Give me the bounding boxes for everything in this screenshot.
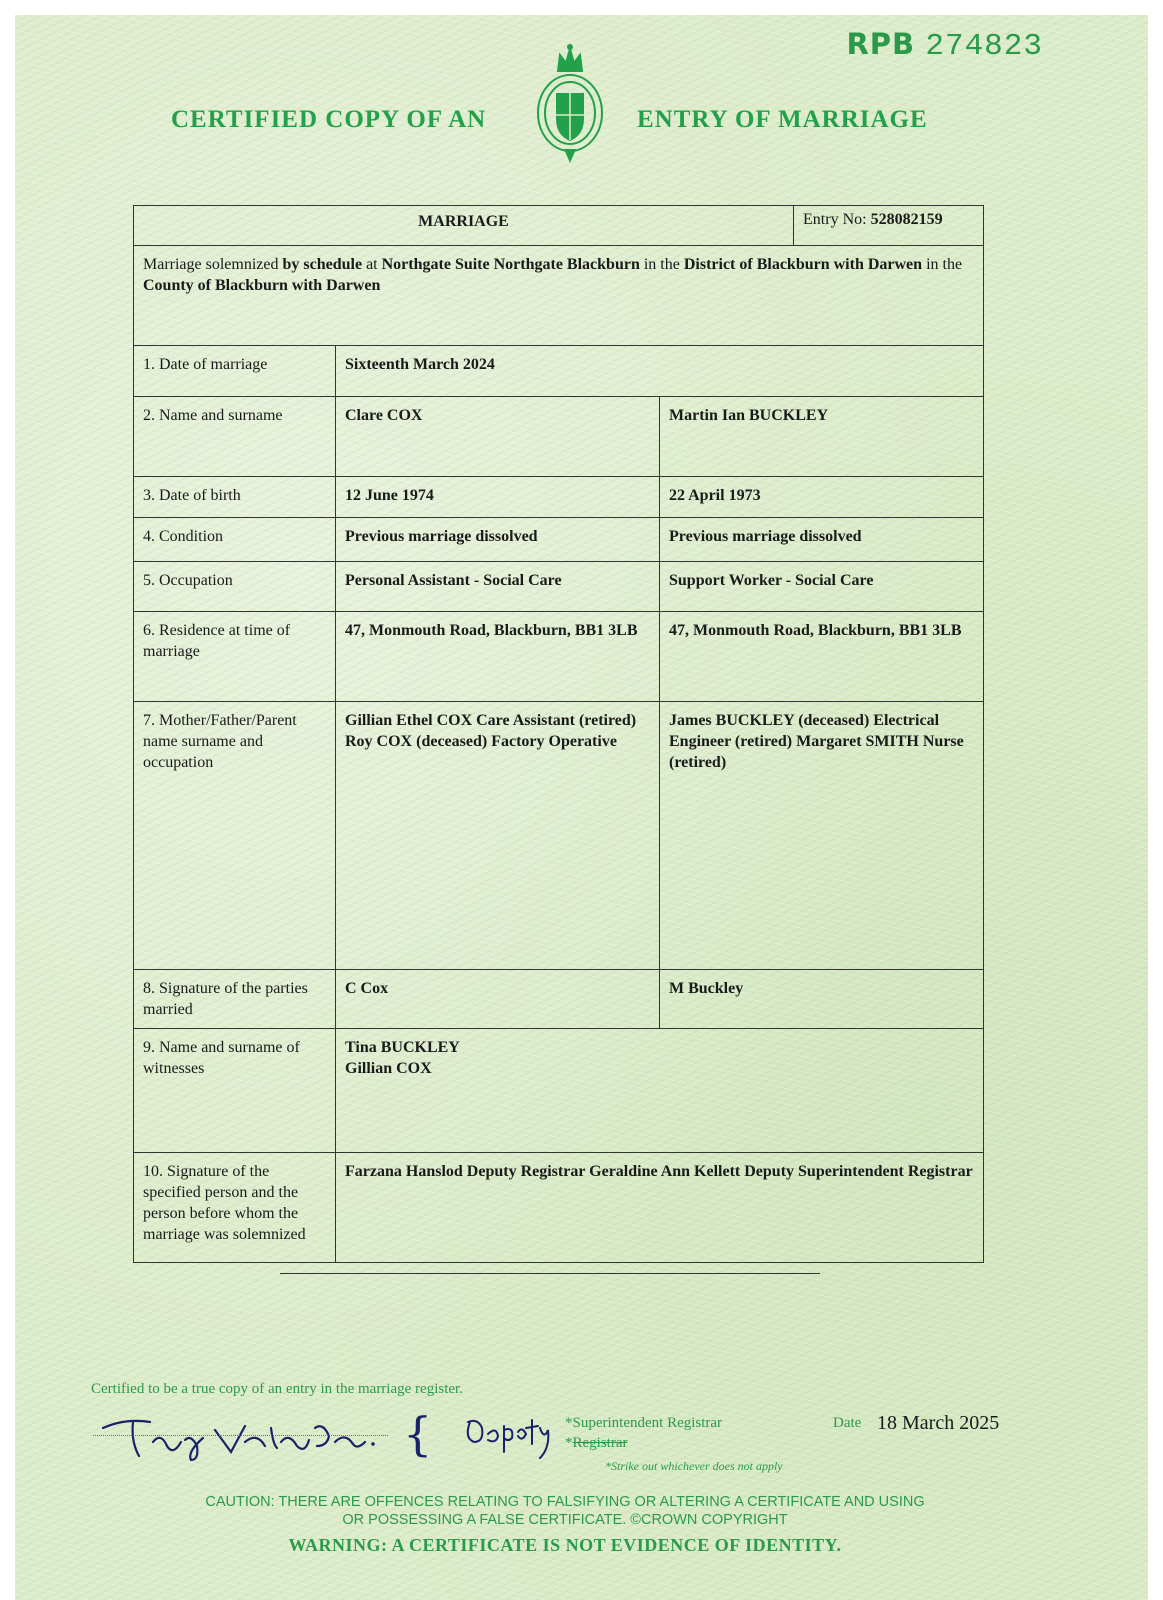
party2-residence: 47, Monmouth Road, Blackburn, BB1 3LB xyxy=(660,612,984,702)
date-label: Date xyxy=(833,1415,862,1431)
role-registrar-struck: Registrar xyxy=(572,1435,628,1451)
label-signatures: 8. Signature of the parties married xyxy=(134,970,336,1029)
party1-name: Clare COX xyxy=(336,397,660,477)
entry-number-cell xyxy=(794,206,984,246)
row-parents xyxy=(134,702,984,970)
signature-dotted-line xyxy=(93,1435,388,1436)
label-condition: 4. Condition xyxy=(134,518,336,562)
entry-number: 528082159 xyxy=(870,211,943,228)
row-name xyxy=(134,397,984,477)
row-signatures xyxy=(134,970,984,1029)
row-residence xyxy=(134,612,984,702)
register-title: MARRIAGE xyxy=(134,206,794,246)
witnesses-cell xyxy=(336,1029,984,1153)
date-value: 18 March 2025 xyxy=(877,1412,1000,1434)
label-parents: 7. Mother/Father/Parent name surname and occupation xyxy=(134,702,336,970)
label-name: 2. Name and surname xyxy=(134,397,336,477)
role-registrar-asterisk: * xyxy=(565,1435,573,1451)
warning-notice: WARNING: A CERTIFICATE IS NOT EVIDENCE OF IDENTITY. xyxy=(288,1535,842,1555)
royal-crest-icon xyxy=(530,41,610,167)
title-row xyxy=(134,206,984,246)
party2-occupation: Support Worker - Social Care xyxy=(660,562,984,612)
serial-digits: 274823 xyxy=(925,29,1043,64)
marriage-register-table xyxy=(133,205,984,1263)
divider-line xyxy=(280,1273,820,1274)
marriage-description: Marriage solemnized by schedule at Northgate Suite Northgate Blackburn in the District of Blackburn with Darwen in the County of Blackburn with Darwen xyxy=(134,246,984,346)
label-occupation: 5. Occupation xyxy=(134,562,336,612)
role-superintendent: *Superintendent Registrar xyxy=(565,1415,723,1431)
witness-1: Tina BUCKLEY xyxy=(345,1039,460,1056)
serial-prefix: RPB xyxy=(846,27,916,61)
label-witnesses: 9. Name and surname of witnesses xyxy=(134,1029,336,1153)
caution-line-2: OR POSSESSING A FALSE CERTIFICATE. ©CROWN COPYRIGHT xyxy=(342,1512,788,1528)
caution-line-1: CAUTION: THERE ARE OFFENCES RELATING TO FALSIFYING OR ALTERING A CERTIFICATE AND USING xyxy=(205,1494,925,1510)
strike-out-note: *Strike out whichever does not apply xyxy=(605,1459,783,1473)
party1-condition: Previous marriage dissolved xyxy=(336,518,660,562)
serial-number xyxy=(846,27,1043,64)
entry-label: Entry No: xyxy=(803,211,867,228)
party1-dob: 12 June 1974 xyxy=(336,477,660,518)
label-dob: 3. Date of birth xyxy=(134,477,336,518)
role-registrar xyxy=(565,1435,627,1452)
witness-2: Gillian COX xyxy=(345,1060,432,1077)
party2-name: Martin Ian BUCKLEY xyxy=(660,397,984,477)
value-date-of-marriage: Sixteenth March 2024 xyxy=(336,346,984,397)
party2-condition: Previous marriage dissolved xyxy=(660,518,984,562)
handwritten-deputy-word xyxy=(460,1408,555,1463)
heading-right: ENTRY OF MARRIAGE xyxy=(637,106,928,133)
party1-occupation: Personal Assistant - Social Care xyxy=(336,562,660,612)
brace-mark: { xyxy=(403,1407,433,1461)
row-occupation xyxy=(134,562,984,612)
heading-left: CERTIFIED COPY OF AN xyxy=(171,106,487,133)
party1-signature: C Cox xyxy=(336,970,660,1029)
registrar-signature xyxy=(95,1402,385,1464)
certificate-page xyxy=(15,15,1148,1600)
label-date-of-marriage: 1. Date of marriage xyxy=(134,346,336,397)
description-row xyxy=(134,246,984,346)
party2-dob: 22 April 1973 xyxy=(660,477,984,518)
party1-parents: Gillian Ethel COX Care Assistant (retired) Roy COX (deceased) Factory Operative xyxy=(336,702,660,970)
label-officiants: 10. Signature of the specified person and the person before whom the marriage was solemnized xyxy=(134,1153,336,1263)
row-date-of-marriage xyxy=(134,346,984,397)
officiants-value: Farzana Hanslod Deputy Registrar Geraldine Ann Kellett Deputy Superintendent Registrar xyxy=(336,1153,984,1263)
party1-residence: 47, Monmouth Road, Blackburn, BB1 3LB xyxy=(336,612,660,702)
row-dob xyxy=(134,477,984,518)
party2-parents: James BUCKLEY (deceased) Electrical Engineer (retired) Margaret SMITH Nurse (retired) xyxy=(660,702,984,970)
caution-notice xyxy=(165,1493,965,1529)
certification-statement: Certified to be a true copy of an entry in the marriage register. xyxy=(91,1381,463,1397)
row-officiants xyxy=(134,1153,984,1263)
row-condition xyxy=(134,518,984,562)
row-witnesses xyxy=(134,1029,984,1153)
label-residence: 6. Residence at time of marriage xyxy=(134,612,336,702)
party2-signature: M Buckley xyxy=(660,970,984,1029)
